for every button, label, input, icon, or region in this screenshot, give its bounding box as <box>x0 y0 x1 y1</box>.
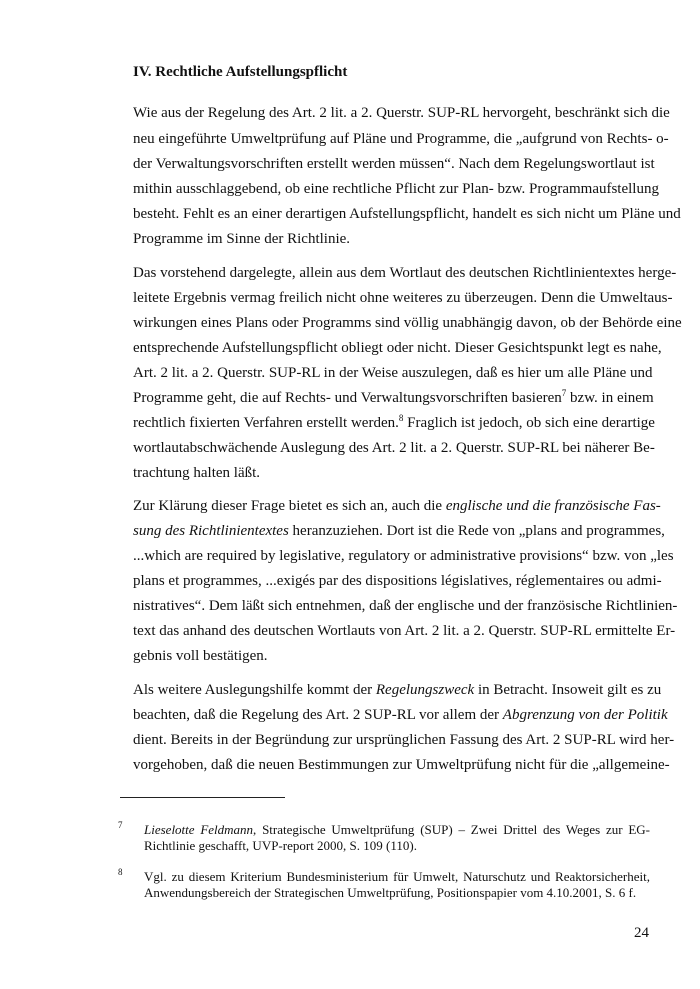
text-line: trachtung halten läßt. <box>133 465 261 481</box>
text-run: rechtlich fixierten Verfahren erstellt werden. <box>133 415 399 431</box>
text-run: bzw. in einem <box>566 390 654 406</box>
text-run: , Strategische Umweltprüfung (SUP) – Zwei Drittel des Weges zur EG- <box>253 822 651 837</box>
page-number: 24 <box>634 925 649 941</box>
text-line: der Verwaltungsvorschriften erstellt werden müssen“. Nach dem Regelungswortlaut ist <box>133 156 655 172</box>
text-line: ...which are required by legislative, regulatory or administrative provisions“ bzw. von „les <box>133 548 674 564</box>
footnote-text-line: Vgl. zu diesem Kriterium Bundesministerium für Umwelt, Naturschutz und Reaktorsicherheit, <box>144 869 650 884</box>
text-line: mithin ausschlaggebend, ob eine rechtliche Pflicht zur Plan- bzw. Programmaufstellung <box>133 181 659 197</box>
text-line: plans et programmes, ...exigés par des dispositions législatives, réglementaires ou admi- <box>133 573 662 589</box>
footnote-ref-7[interactable]: 7 <box>561 388 567 398</box>
footnote-text-line <box>144 822 650 838</box>
text-run: in Betracht. Insoweit gilt es zu <box>474 682 662 698</box>
text-line: vorgehoben, daß die neuen Bestimmungen zur Umweltprüfung nicht für die „allgemeine- <box>133 757 670 773</box>
footnote-text-line: Anwendungsbereich der Strategischen Umweltprüfung, Positionspapier vom 4.10.2001, S. 6 f. <box>144 885 637 900</box>
text-line: dient. Bereits in der Begründung zur ursprünglichen Fassung des Art. 2 SUP-RL wird her- <box>133 732 675 748</box>
footnote-number: 8 <box>118 867 123 877</box>
text-line <box>133 388 654 408</box>
text-line: text das anhand des deutschen Wortlauts von Art. 2 lit. a 2. Querstr. SUP-RL ermittelte Er- <box>133 623 676 639</box>
text-run: beachten, daß die Regelung des Art. 2 SUP-RL vor allem der <box>133 707 503 723</box>
emphasis-text: Abgrenzung von der Politik <box>502 707 668 723</box>
emphasis-text: Lieselotte Feldmann <box>144 822 254 837</box>
emphasis-text: sung des Richtlinientextes <box>133 523 289 539</box>
text-line <box>133 496 661 516</box>
text-line: Art. 2 lit. a 2. Querstr. SUP-RL in der Weise auszulegen, daß es hier um alle Pläne und <box>133 365 653 381</box>
footnote-separator <box>120 797 285 798</box>
text-line: entsprechende Aufstellungspflicht obliegt oder nicht. Dieser Gesichtspunkt legt es nahe, <box>133 340 662 356</box>
text-line: besteht. Fehlt es an einer derartigen Aufstellungspflicht, handelt es sich nicht um Pläne und <box>133 206 681 222</box>
text-line: neu eingeführte Umweltprüfung auf Pläne und Programme, die „aufgrund von Rechts- o- <box>133 131 669 147</box>
emphasis-text: Regelungszweck <box>375 682 475 698</box>
text-line: wortlautabschwächende Auslegung des Art. 2 lit. a 2. Querstr. SUP-RL bei näherer Be- <box>133 440 655 456</box>
text-line: wirkungen eines Plans oder Programms sind völlig unabhängig davon, ob der Behörde eine <box>133 315 682 331</box>
text-run: Zur Klärung dieser Frage bietet es sich an, auch die <box>133 498 446 514</box>
text-line <box>133 413 655 433</box>
text-line: nistratives“. Dem läßt sich entnehmen, daß der englische und der französische Richtlinien- <box>133 598 678 614</box>
footnote-text-line: Richtlinie geschafft, UVP-report 2000, S. 109 (110). <box>144 838 417 853</box>
emphasis-text: englische und die französische Fas- <box>445 498 661 514</box>
text-line <box>133 680 662 700</box>
text-line: Wie aus der Regelung des Art. 2 lit. a 2. Querstr. SUP-RL hervorgeht, beschränkt sich die <box>133 105 670 121</box>
text-line <box>133 705 668 725</box>
footnote-ref-8[interactable]: 8 <box>398 413 404 423</box>
text-run: Programme geht, die auf Rechts- und Verwaltungsvorschriften basieren <box>133 390 562 406</box>
text-run: Als weitere Auslegungshilfe kommt der <box>133 682 376 698</box>
footnote-number: 7 <box>118 820 123 830</box>
text-line: leitete Ergebnis vermag freilich nicht ohne weiteres zu überzeugen. Denn die Umweltaus- <box>133 290 673 306</box>
text-line: gebnis voll bestätigen. <box>133 648 268 664</box>
section-heading: IV. Rechtliche Aufstellungspflicht <box>133 64 348 80</box>
text-line: Das vorstehend dargelegte, allein aus dem Wortlaut des deutschen Richtlinientextes herge- <box>133 265 677 281</box>
text-run: Fraglich ist jedoch, ob sich eine derartige <box>403 415 655 431</box>
text-run: heranzuziehen. Dort ist die Rede von „plans and programmes, <box>288 523 665 539</box>
text-line <box>133 521 665 541</box>
text-line: Programme im Sinne der Richtlinie. <box>133 231 351 247</box>
